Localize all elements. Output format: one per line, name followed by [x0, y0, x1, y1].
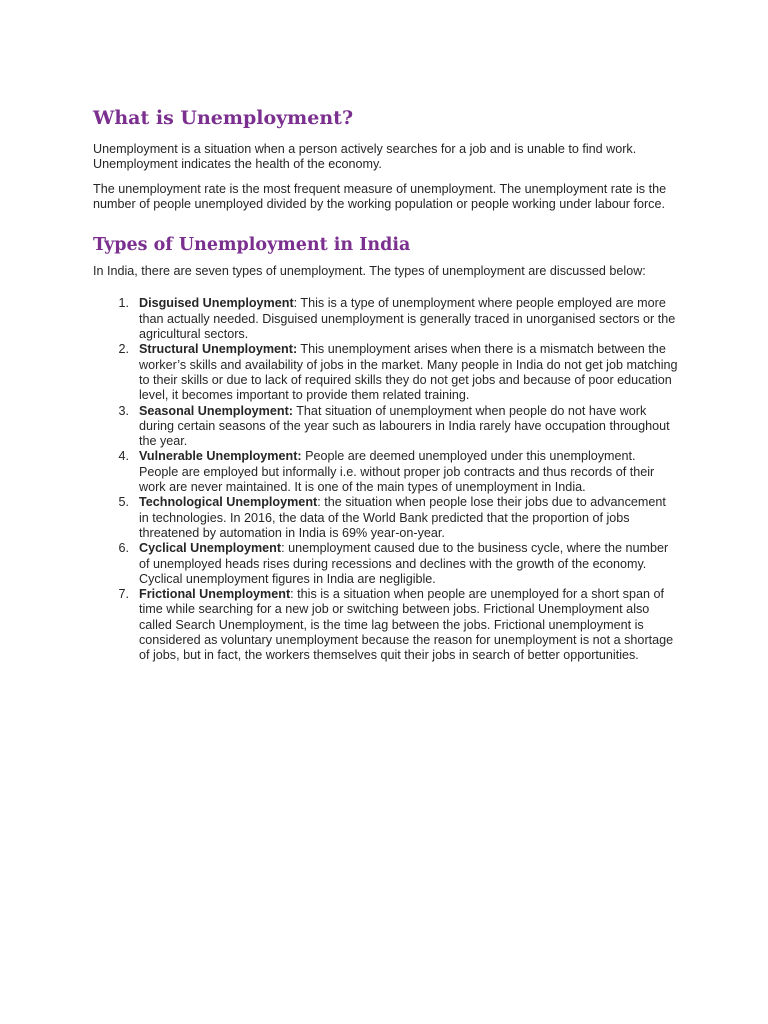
- list-item-number: 1.: [118, 296, 129, 311]
- document-page: [93, 104, 678, 664]
- list-item-text: People are deemed unemployed under this unemployment. People are employed but informally i.e. without proper job contracts and thus records of their work are never maintained. It is one of the main types of unemployment in India.: [139, 449, 655, 495]
- list-item: [118, 541, 678, 587]
- types-intro-paragraph: In India, there are seven types of unemployment. The types of unemployment are discussed below:: [93, 264, 646, 279]
- list-item: [118, 403, 678, 450]
- list-item-number: 5.: [118, 495, 129, 510]
- list-item-term: Vulnerable Unemployment:: [139, 449, 302, 464]
- intro-paragraph-1: Unemployment is a situation when a person actively searches for a job and is unable to find work. Unemployment indicates the health of the economy.: [93, 142, 637, 172]
- list-item-number: 2.: [118, 342, 129, 357]
- list-item-number: 3.: [118, 403, 129, 418]
- list-item-text: : This is a type of unemployment where people employed are more than actually needed. Disguised unemployment is generally traced in unorganised sectors or the agricultural sectors.: [139, 296, 676, 342]
- list-item: [118, 449, 678, 495]
- list-item-text: This unemployment arises when there is a mismatch between the worker’s skills and availability of jobs in the market. Many people in India do not get job matching to their skills or due to lack of required skills they do not get jobs and because of poor education level, it becomes important to provide them related training.: [139, 342, 678, 403]
- list-item-term: Technological Unemployment: [139, 495, 318, 510]
- list-item: [118, 296, 678, 342]
- list-item-term: Cyclical Unemployment: [139, 541, 282, 556]
- list-item: [118, 495, 678, 541]
- list-item: [118, 342, 678, 403]
- list-item-text: : this is a situation when people are unemployed for a short span of time while searching for a new job or switching between jobs. Frictional Unemployment also called Search Unemployment, is the time lag between the jobs. Frictional unemployment is considered as voluntary unemployment because the reason for unemployment is not a shortage of jobs, but in fact, the workers themselves quit their jobs in search of better opportunities.: [139, 587, 674, 663]
- list-item-number: 7.: [118, 587, 129, 602]
- heading-types-of-unemployment: Types of Unemployment in India: [93, 235, 411, 256]
- list-item-text: : unemployment caused due to the business cycle, where the number of unemployed heads rises during recessions and declines with the growth of the economy. Cyclical unemployment figures in India are negligible.: [139, 541, 669, 586]
- list-item-text: That situation of unemployment when people do not have work during certain seasons of the year such as labourers in India rarely have occupation throughout the year.: [139, 403, 670, 449]
- list-item-term: Structural Unemployment:: [139, 342, 298, 357]
- intro-paragraph-2: The unemployment rate is the most frequent measure of unemployment. The unemployment rate is the number of people unemployed divided by the working population or people working under labour force.: [93, 181, 667, 211]
- list-item-text: : the situation when people lose their jobs due to advancement in technologies. In 2016, the data of the World Bank predicted that the proportion of jobs threatened by automation in India is 69% year-on-year.: [139, 495, 666, 540]
- list-item-term: Seasonal Unemployment:: [139, 403, 293, 418]
- list-item-term: Frictional Unemployment: [139, 587, 291, 602]
- list-item-number: 4.: [118, 449, 129, 464]
- heading-what-is-unemployment: What is Unemployment?: [93, 107, 354, 129]
- list-item-term: Disguised Unemployment: [139, 296, 294, 311]
- list-item: [118, 587, 678, 663]
- list-item-number: 6.: [118, 541, 129, 556]
- types-list: [93, 296, 678, 663]
